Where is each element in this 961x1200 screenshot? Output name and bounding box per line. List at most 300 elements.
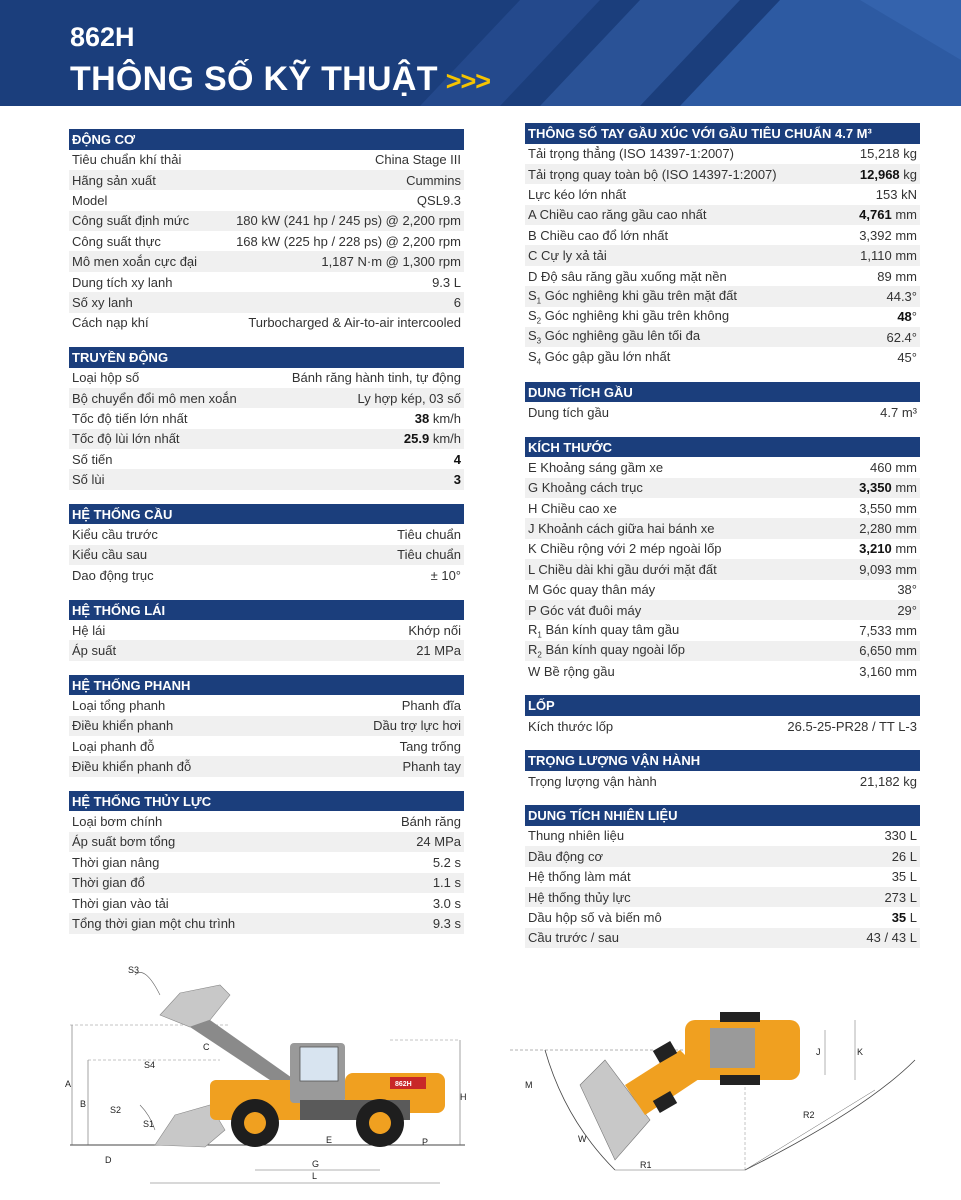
spec-row [525,144,920,164]
spec-label [528,480,643,495]
spec-value-text: Dầu trợ lực hơi [373,718,461,734]
right-spec-column [525,123,920,962]
spec-row [69,716,464,736]
svg-text:D: D [105,1155,112,1165]
spec-label-text: Dao động trục [72,567,154,583]
spec-label-text: Công suất thực [72,233,161,249]
spec-value [454,452,461,467]
spec-value [454,295,461,310]
spec-label-text: Góc nghiêng khi gầu trên không [544,308,730,324]
spec-value-text: km/h [429,431,461,447]
spec-row [525,225,920,245]
spec-value [400,739,461,754]
spec-value-text: Phanh đĩa [401,698,461,713]
spec-value [859,623,917,638]
spec-value-text: 45° [897,350,917,366]
spec-value [431,568,461,583]
spec-value-text: China Stage III [375,152,461,168]
spec-label-prefix: S [528,328,537,344]
spec-value [406,173,461,188]
spec-value-text: 9.3 L [432,274,461,290]
spec-label [528,869,631,884]
page-title-text: THÔNG SỐ KỸ THUẬT [70,60,438,98]
left-spec-column [69,129,464,948]
spec-value-text: Cummins [406,172,461,188]
spec-row [69,388,464,408]
spec-label [72,152,181,167]
spec-label-text: Điều khiển phanh [72,718,174,734]
spec-label [72,896,169,911]
spec-label [528,248,607,263]
section-rows [525,771,920,791]
spec-label [72,916,235,931]
section-rows [69,524,464,585]
spec-value-bold: 48 [897,309,912,325]
spec-value-text: 7,533 mm [859,623,917,638]
spec-row [525,716,920,736]
top-view-diagram [505,1000,930,1185]
spec-label-text: A Chiều cao răng gầu cao nhất [528,207,707,223]
spec-value-text: Tang trống [399,738,461,754]
spec-label [72,431,180,446]
svg-text:C: C [203,1042,210,1052]
spec-label-text: Trọng lượng vận hành [528,773,657,789]
spec-label [72,295,133,310]
spec-section [69,347,464,490]
spec-label [528,849,603,864]
spec-row [525,184,920,204]
spec-label-text: Góc gập gầu lớn nhất [544,348,671,364]
spec-value-text: 89 mm [877,268,917,284]
spec-label-text: Hệ lái [72,622,106,638]
spec-value [859,501,917,516]
spec-value [433,875,461,890]
spec-row [525,641,920,661]
spec-value-text: ° [911,309,917,325]
spec-row [69,449,464,469]
svg-text:S2: S2 [110,1105,122,1115]
spec-value [358,391,461,406]
spec-label-text: Góc nghiêng gầu lên tối đa [544,328,701,344]
spec-row [69,408,464,428]
spec-label [528,228,668,243]
section-title: DUNG TÍCH NHIÊN LIỆU [525,805,920,826]
svg-text:H: H [460,1092,467,1102]
spec-value-text: 1.1 s [432,875,461,891]
spec-value-text: 38° [897,582,917,598]
spec-label [528,349,670,367]
spec-label [528,288,737,306]
spec-value [884,890,917,905]
spec-value-text: Tiêu chuẩn [397,527,461,543]
spec-label-text: K Chiều rộng với 2 mép ngoài lốp [528,541,722,557]
spec-row [69,150,464,170]
spec-row [525,867,920,887]
spec-section [525,695,920,736]
spec-value [876,187,917,202]
spec-value-text: 43 / 43 L [866,930,917,946]
spec-label [528,541,722,556]
spec-value-text: L [906,910,917,926]
spec-value-text: 4.7 m³ [880,404,917,420]
spec-label-text: Công suất định mức [72,213,190,229]
svg-text:M: M [525,1080,533,1090]
spec-row [525,164,920,184]
spec-label-text: Kích thước lốp [528,718,614,734]
spec-label [528,719,613,734]
spec-label [528,642,685,660]
spec-label [528,405,609,420]
spec-label [528,328,700,346]
spec-label [528,501,617,516]
spec-value [886,330,917,345]
spec-label-text: Lực kéo lớn nhất [528,186,627,202]
spec-value-text: 1,110 mm [860,248,917,264]
spec-row [69,811,464,831]
spec-row [69,873,464,893]
arrows-icon: >>> [445,66,491,96]
spec-row [69,272,464,292]
spec-row [69,756,464,776]
spec-label-text: Bán kính quay ngoài lốp [545,642,685,658]
section-title: HỆ THỐNG PHANH [69,675,464,696]
section-rows [69,811,464,933]
spec-value-text: kg [899,166,917,182]
spec-label [528,562,717,577]
spec-value [401,814,461,829]
spec-section [69,675,464,777]
spec-value-text: 24 MPa [416,834,461,850]
spec-label [72,370,139,385]
spec-row [525,887,920,907]
spec-row [525,478,920,498]
spec-label [528,930,619,945]
spec-value-text: mm [891,541,917,557]
spec-row [69,429,464,449]
section-rows [525,826,920,948]
spec-label-text: Hệ thống thủy lực [528,889,631,905]
spec-value [892,869,917,884]
spec-row [69,736,464,756]
spec-value-bold: 4,761 [859,207,892,223]
section-rows [69,150,464,334]
spec-label-subscript: 3 [536,337,542,346]
section-rows [525,402,920,422]
spec-row [69,231,464,251]
spec-value [860,146,917,161]
spec-row [525,907,920,927]
spec-value [397,547,461,562]
spec-row [525,205,920,225]
spec-value [860,167,917,182]
spec-label [72,411,187,426]
spec-label [528,167,777,182]
section-rows [69,695,464,777]
spec-value [236,234,461,249]
svg-text:R1: R1 [640,1160,652,1170]
spec-value [884,828,917,843]
section-title: THÔNG SỐ TAY GẦU XÚC VỚI GẦU TIÊU CHUẨN 4.7 M³ [525,123,920,144]
spec-value [433,916,461,931]
model-name: 862H [70,22,135,52]
spec-row [525,771,920,791]
spec-label [72,213,189,228]
spec-value-text: 3,160 mm [859,663,917,679]
spec-label [528,582,655,597]
spec-value [416,643,461,658]
spec-label-text: Cách nạp khí [72,315,149,331]
spec-section [69,791,464,934]
spec-row [69,368,464,388]
spec-label-text: Thời gian nâng [72,854,160,870]
spec-row [69,640,464,660]
spec-value [859,562,917,577]
spec-row [525,286,920,306]
spec-label-text: Tiêu chuẩn khí thải [72,152,182,168]
spec-row [69,313,464,333]
spec-value-bold: 38 [414,410,430,426]
spec-value-text: 26.5-25-PR28 / TT L-3 [787,718,917,734]
spec-value-text: 15,218 kg [859,146,917,162]
spec-value-text: 9,093 mm [859,561,917,577]
spec-label [72,452,112,467]
spec-label-text: Số lùi [72,472,105,488]
spec-label-text: W Bề rộng gầu [528,663,615,679]
spec-value [417,193,461,208]
svg-text:S4: S4 [144,1060,156,1070]
spec-row [525,245,920,265]
spec-value [880,405,917,420]
svg-text:E: E [326,1135,333,1145]
spec-value-text: 330 L [884,828,917,844]
spec-row [525,620,920,640]
spec-value-text: Khớp nối [408,622,461,638]
spec-label-text: Dung tích xy lanh [72,274,173,290]
spec-row [69,251,464,271]
spec-label [72,643,116,658]
spec-label-text: Loại phanh đỗ [72,738,155,754]
spec-value-text: ± 10° [430,567,461,583]
section-rows [525,144,920,368]
spec-label-text: Tải trọng thẳng (ISO 14397-1:2007) [528,146,734,162]
spec-row [69,545,464,565]
svg-text:W: W [578,1134,587,1144]
spec-value-text: 1,187 N·m @ 1,300 rpm [321,254,461,270]
spec-row [69,292,464,312]
spec-label-text: Áp suất bơm tổng [72,834,176,850]
spec-label [528,187,626,202]
spec-row [525,307,920,327]
spec-label-text: Loại tổng phanh [72,698,166,713]
svg-text:A: A [65,1079,72,1089]
spec-value-text: 5.2 s [432,854,461,870]
spec-label [72,814,162,829]
spec-label [528,664,615,679]
spec-value-text: mm [891,480,917,496]
spec-value-text: 29° [897,602,917,618]
spec-value [892,910,917,925]
spec-value-bold: 12,968 [859,166,900,182]
section-title: HỆ THỐNG THỦY LỰC [69,791,464,812]
svg-text:B: B [80,1099,87,1109]
spec-value-text: 21,182 kg [859,773,917,789]
spec-label-subscript: 2 [537,650,542,660]
spec-label [72,623,105,638]
spec-row [525,266,920,286]
spec-value-text: 3.0 s [432,895,461,911]
spec-value [859,228,917,243]
spec-value-text: Bánh răng hành tinh, tự động [291,370,461,386]
spec-row [525,600,920,620]
spec-value-text: Phanh tay [402,759,461,775]
spec-value-bold: 3,350 [859,480,892,496]
spec-label [72,234,161,249]
spec-value [897,582,917,597]
spec-value [248,315,461,330]
spec-label-subscript: 4 [536,357,542,367]
spec-value [859,521,917,536]
spec-label-text: G Khoảng cách trục [528,480,643,496]
spec-row [525,327,920,347]
spec-value-text: Tiêu chuẩn [397,547,461,563]
spec-value [860,248,917,263]
spec-value-text: 273 L [884,889,917,905]
spec-value-text: 6 [453,294,461,310]
spec-label-text: Loại bơm chính [72,814,163,830]
svg-text:K: K [857,1047,864,1057]
spec-value-text: 168 kW (225 hp / 228 ps) @ 2,200 rpm [236,233,461,249]
spec-label-text: Điều khiển phanh đỗ [72,759,192,775]
spec-label-text: D Độ sâu răng gầu xuống mặt nền [528,268,727,284]
spec-value [886,289,917,304]
spec-section [525,750,920,791]
spec-label [528,622,679,640]
machine-brand-label: 862H [395,1081,412,1088]
spec-value [416,834,461,849]
spec-label-subscript: 2 [536,316,542,326]
spec-value-text: 3,550 mm [859,500,917,516]
spec-label-text: Cầu trước / sau [528,930,619,946]
spec-label [72,875,145,890]
spec-label-prefix: S [528,287,537,303]
spec-label-subscript: 1 [537,630,542,640]
spec-label-text: E Khoảng sáng gầm xe [528,459,664,475]
spec-label-text: Số tiến [72,451,113,467]
spec-label-text: C Cự ly xả tải [528,248,607,264]
spec-label [72,834,175,849]
spec-row [69,565,464,585]
svg-text:J: J [816,1047,821,1057]
spec-label [528,603,641,618]
spec-value-text: mm [891,207,917,223]
spec-row [525,402,920,422]
spec-value [897,350,917,365]
spec-row [525,580,920,600]
spec-value [892,849,917,864]
spec-section [69,600,464,661]
spec-label [72,527,158,542]
spec-label [72,193,107,208]
spec-value [859,480,917,495]
spec-section [525,437,920,682]
spec-value [402,759,461,774]
spec-label [528,460,663,475]
spec-value [433,855,461,870]
spec-row [69,913,464,933]
spec-label-text: Model [72,192,108,208]
spec-label [72,698,165,713]
spec-value [859,207,917,222]
spec-value-text: 3,392 mm [859,227,917,243]
spec-label [528,774,657,789]
spec-label-text: Áp suất [72,643,117,659]
spec-row [69,469,464,489]
svg-text:S1: S1 [143,1119,155,1129]
spec-value-bold: 3,210 [859,541,892,557]
spec-label-text: Thời gian đổ [72,875,145,891]
spec-row [525,559,920,579]
spec-label-prefix: S [528,308,537,324]
spec-label-text: Hãng sản xuất [72,172,156,188]
spec-label-text: Hệ thống làm mát [528,869,631,885]
spec-label-text: Dầu hộp số và biến mô [528,910,662,926]
spec-value [897,603,917,618]
spec-value-bold: 3 [453,472,461,488]
spec-label [528,828,624,843]
spec-label-prefix: R [528,621,538,637]
section-title: TRUYỀN ĐỘNG [69,347,464,368]
spec-value [404,431,461,446]
spec-value [454,472,461,487]
spec-value [373,718,461,733]
spec-label-text: Dầu động cơ [528,848,604,864]
spec-row [525,457,920,477]
spec-label [72,391,237,406]
spec-row [69,170,464,190]
spec-label-text: Dung tích gầu [528,404,609,420]
section-title: ĐỘNG CƠ [69,129,464,150]
spec-label [72,718,173,733]
section-title: TRỌNG LƯỢNG VẬN HÀNH [525,750,920,771]
spec-value-text: 26 L [891,848,917,864]
spec-value-text: 44.3° [886,288,917,304]
spec-value-text: 180 kW (241 hp / 245 ps) @ 2,200 rpm [236,213,461,229]
spec-row [525,928,920,948]
spec-label-text: Góc nghiêng khi gầu trên mặt đất [544,287,737,303]
spec-value [408,623,461,638]
spec-section [69,504,464,586]
spec-section [525,123,920,368]
spec-label [72,472,105,487]
spec-label-text: Bán kính quay tâm gầu [545,621,680,637]
spec-value [897,309,917,324]
spec-row [69,852,464,872]
svg-text:P: P [422,1137,429,1147]
spec-value [236,213,461,228]
spec-label-text: Tải trọng quay toàn bộ (ISO 14397-1:2007) [528,166,777,182]
spec-label-text: Tổng thời gian một chu trình [72,916,236,932]
section-rows [69,368,464,490]
spec-value-text: Bánh răng [401,814,461,830]
spec-label [72,275,172,290]
spec-section [69,129,464,333]
spec-label-text: H Chiều cao xe [528,500,617,516]
spec-label [72,739,154,754]
section-rows [525,457,920,681]
spec-label-text: Tốc độ lùi lớn nhất [72,431,180,447]
spec-label-text: Thung nhiên liệu [528,828,625,844]
section-title: HỆ THỐNG LÁI [69,600,464,621]
